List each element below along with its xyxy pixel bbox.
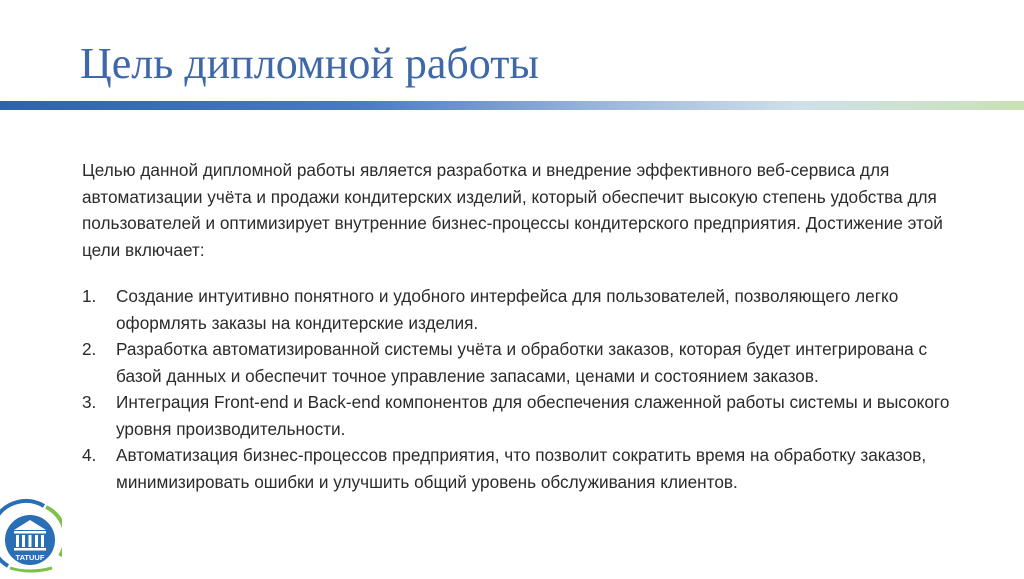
logo-text: TATUUF xyxy=(15,553,45,562)
list-item-text: Создание интуитивно понятного и удобного интерфейса для пользователей, позволяющего легко оформлять заказы на кондитерские изделия. xyxy=(116,286,899,333)
list-item xyxy=(82,442,952,495)
list-item-text: Автоматизация бизнес-процессов предприятия, что позволит сократить время на обработку заказов, минимизировать ошибки и улучшить общий уровень обслуживания клиентов. xyxy=(116,445,927,492)
list-item xyxy=(82,389,952,442)
list-item-number: 4. xyxy=(82,445,97,465)
slide-body xyxy=(82,157,952,495)
list-item xyxy=(82,283,952,336)
university-emblem-icon xyxy=(0,496,62,574)
title-divider xyxy=(0,101,1024,110)
page-title: Цель дипломной работы xyxy=(80,39,539,88)
list-item-text: Разработка автоматизированной системы учёта и обработки заказов, которая будет интегрирована с базой данных и обеспечит точное управление запасами, ценами и состоянием заказов. xyxy=(116,339,928,386)
goals-list xyxy=(82,283,952,495)
list-item-number: 1. xyxy=(82,286,97,306)
list-item-number: 3. xyxy=(82,392,97,412)
intro-paragraph: Целью данной дипломной работы является разработка и внедрение эффективного веб-сервиса для автоматизации учёта и продажи кондитерских изделий, который обеспечит высокую степень удобства для пользователей и оптимизирует внутренние бизнес-процессы кондитерского предприятия. Достижение этой цели включает: xyxy=(82,160,943,260)
university-logo xyxy=(0,496,62,574)
list-item-text: Интеграция Front-end и Back-end компонентов для обеспечения слаженной работы системы и высокого уровня производительности. xyxy=(116,392,950,439)
list-item xyxy=(82,336,952,389)
list-item-number: 2. xyxy=(82,339,97,359)
